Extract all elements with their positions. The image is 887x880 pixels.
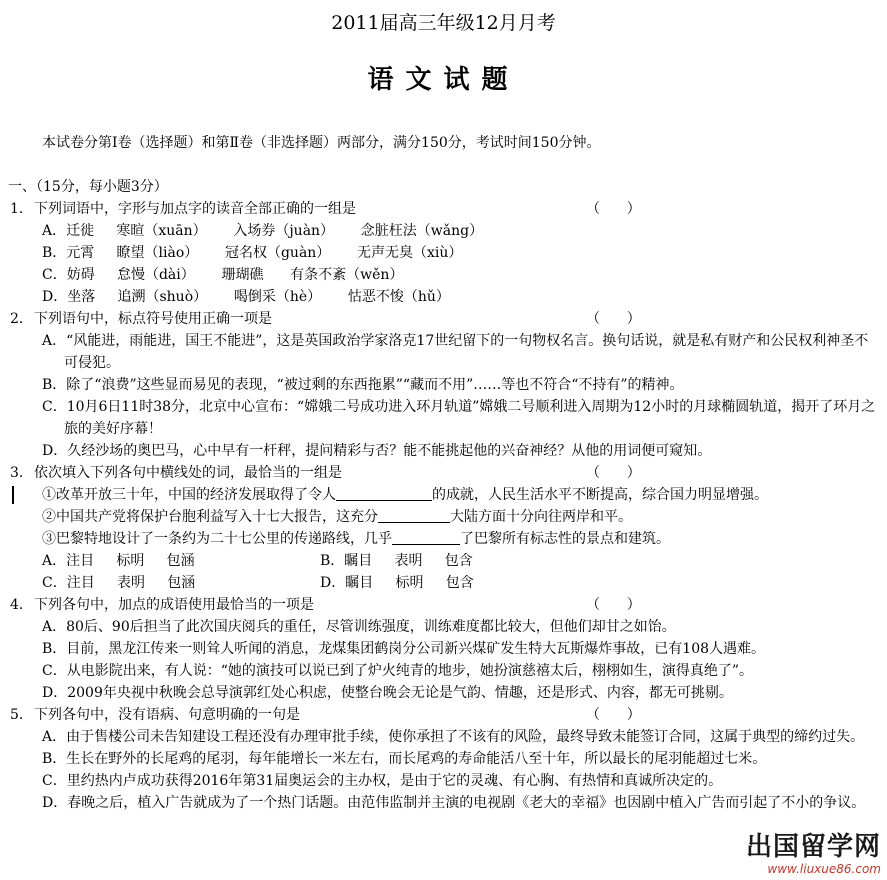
question-3 — [10, 462, 878, 594]
question-number: 4． — [10, 597, 33, 613]
option-b: B．除了“浪费”这些显而易见的表现，“被过剩的东西拖累”“藏而不用”……等也不符合“不持有”的精神。 — [42, 377, 684, 393]
option-b: B．元霄 瞭望（liào） 冠名权（guàn） 无声无臭（xiù） — [42, 245, 463, 261]
question-stem: 下列词语中，字形与加点字的读音全部正确的一组是 — [34, 201, 356, 217]
option-d: D．坐落 追溯（shuò） 喝倒采（hè） 怙恶不悛（hǔ） — [42, 289, 450, 305]
option-a: A．注目 标明 包涵 — [42, 553, 195, 569]
fill-sentence-1 — [10, 484, 878, 506]
exam-instructions: 本试卷分第Ⅰ卷（选择题）和第Ⅱ卷（非选择题）两部分，满分150分，考试时间150分钟。 — [42, 135, 601, 151]
option-b: B．目前，黑龙江传来一则耸人听闻的消息，龙煤集团鹤岗分公司新兴煤矿发生特大瓦斯爆炸事故，已有108人遇难。 — [42, 641, 766, 657]
question-number: 5． — [10, 707, 33, 723]
watermark-logo-text: 出国留学网 — [745, 832, 881, 862]
choice-row — [10, 550, 878, 572]
subject-title: 语文试题 — [367, 65, 520, 95]
fill-sentence-2 — [10, 506, 878, 528]
option-b: B．生长在野外的长尾鸡的尾羽，每年能增长一米左右，而长尾鸡的寿命能活八至十年，所以最长的尾羽能超过七米。 — [42, 751, 767, 767]
sentence-text: ①改革开放三十年，中国的经济发展取得了令人 — [42, 487, 336, 503]
fill-sentence-3 — [10, 528, 878, 550]
question-5 — [10, 704, 878, 814]
option-d: D．瞩目 标明 包含 — [320, 575, 474, 591]
question-stem: 下列各句中，加点的成语使用最恰当的一项是 — [34, 597, 314, 613]
question-4 — [10, 594, 878, 704]
answer-blank: （ ） — [586, 201, 641, 217]
section-heading: 一、（15分，每小题3分） — [8, 179, 168, 195]
sentence-text: 的成就，人民生活水平不断提高，综合国力明显增强。 — [432, 487, 768, 503]
answer-blank: （ ） — [586, 597, 641, 613]
site-watermark — [746, 832, 881, 876]
option-d: D．春晚之后，植入广告就成为了一个热门话题。由范伟监制并主演的电视剧《老大的幸福》也因剧中植入广告而引起了不小的争议。 — [42, 795, 866, 811]
sentence-text: 大陆方面十分向往两岸和平。 — [450, 509, 632, 525]
choice-row — [10, 572, 878, 594]
answer-blank: （ ） — [586, 465, 641, 481]
question-2 — [10, 308, 878, 462]
watermark-url: www.liuxue86.com — [767, 862, 881, 876]
answer-blank: （ ） — [586, 707, 641, 723]
option-a: A．由于售楼公司未告知建设工程还没有办理审批手续，使你承担了不该有的风险，最终导致未能签订合同，这属于典型的缔约过失。 — [42, 729, 865, 745]
answer-blank: （ ） — [586, 311, 641, 327]
option-b: B．瞩目 表明 包含 — [320, 553, 473, 569]
fill-blank — [392, 528, 460, 545]
option-c: C．妨碍 怠慢（dài） 珊瑚礁 有条不紊（wěn） — [42, 267, 404, 283]
fill-blank — [378, 506, 450, 523]
option-a: A．“风能进，雨能进，国王不能进”，这是英国政治学家洛克17世纪留下的一句物权名言。换句话说，就是私有财产和公民权利神圣不可侵犯。 — [42, 333, 869, 371]
option-a: A．80后、90后担当了此次国庆阅兵的重任，尽管训练强度，训练难度都比较大，但他们却甘之如饴。 — [42, 619, 676, 635]
exam-title: 2011届高三年级12月月考 — [331, 12, 556, 34]
option-a: A．迁徙 寒暄（xuān） 入场券（juàn） 念脏枉法（wǎng） — [42, 223, 484, 239]
option-d: D．2009年央视中秋晚会总导演郭红处心积虑，使整台晚会无论是气韵、情趣，还是形式、内容，都无可挑剔。 — [42, 685, 733, 701]
sentence-text: ③巴黎特地设计了一条约为二十七公里的传递路线，几乎 — [42, 531, 392, 547]
sentence-text: ②中国共产党将保护台胞利益写入十七大报告，这充分 — [42, 509, 378, 525]
question-1 — [10, 198, 878, 308]
question-stem: 依次填入下列各句中横线处的词，最恰当的一组是 — [34, 465, 342, 481]
fill-blank — [336, 484, 432, 501]
question-list — [10, 198, 878, 814]
question-number: 1． — [10, 201, 33, 217]
sentence-text: 了巴黎所有标志性的景点和建筑。 — [460, 531, 670, 547]
option-c: C．里约热内卢成功获得2016年第31届奥运会的主办权，是由于它的灵魂、有心胸、有热情和真诚所决定的。 — [42, 773, 723, 789]
option-c: C．从电影院出来，有人说：“她的演技可以说已到了炉火纯青的地步，她扮演慈禧太后，栩栩如生，演得真绝了”。 — [42, 663, 754, 679]
question-number: 2． — [10, 311, 33, 327]
question-stem: 下列语句中，标点符号使用正确一项是 — [34, 311, 272, 327]
option-d: D．久经沙场的奥巴马，心中早有一杆秤，提问精彩与否？能不能挑起他的兴奋神经？从他的用词便可窥知。 — [42, 443, 712, 459]
question-number: 3． — [10, 465, 33, 481]
option-c: C．10月6日11时38分，北京中心宣布：“嫦娥二号成功进入环月轨道”嫦娥二号顺利进入周期为12小时的月球椭圆轨道，揭开了环月之旅的美好序幕！ — [42, 399, 876, 437]
question-stem: 下列各句中，没有语病、句意明确的一句是 — [34, 707, 300, 723]
option-c: C．注目 表明 包涵 — [42, 575, 196, 591]
